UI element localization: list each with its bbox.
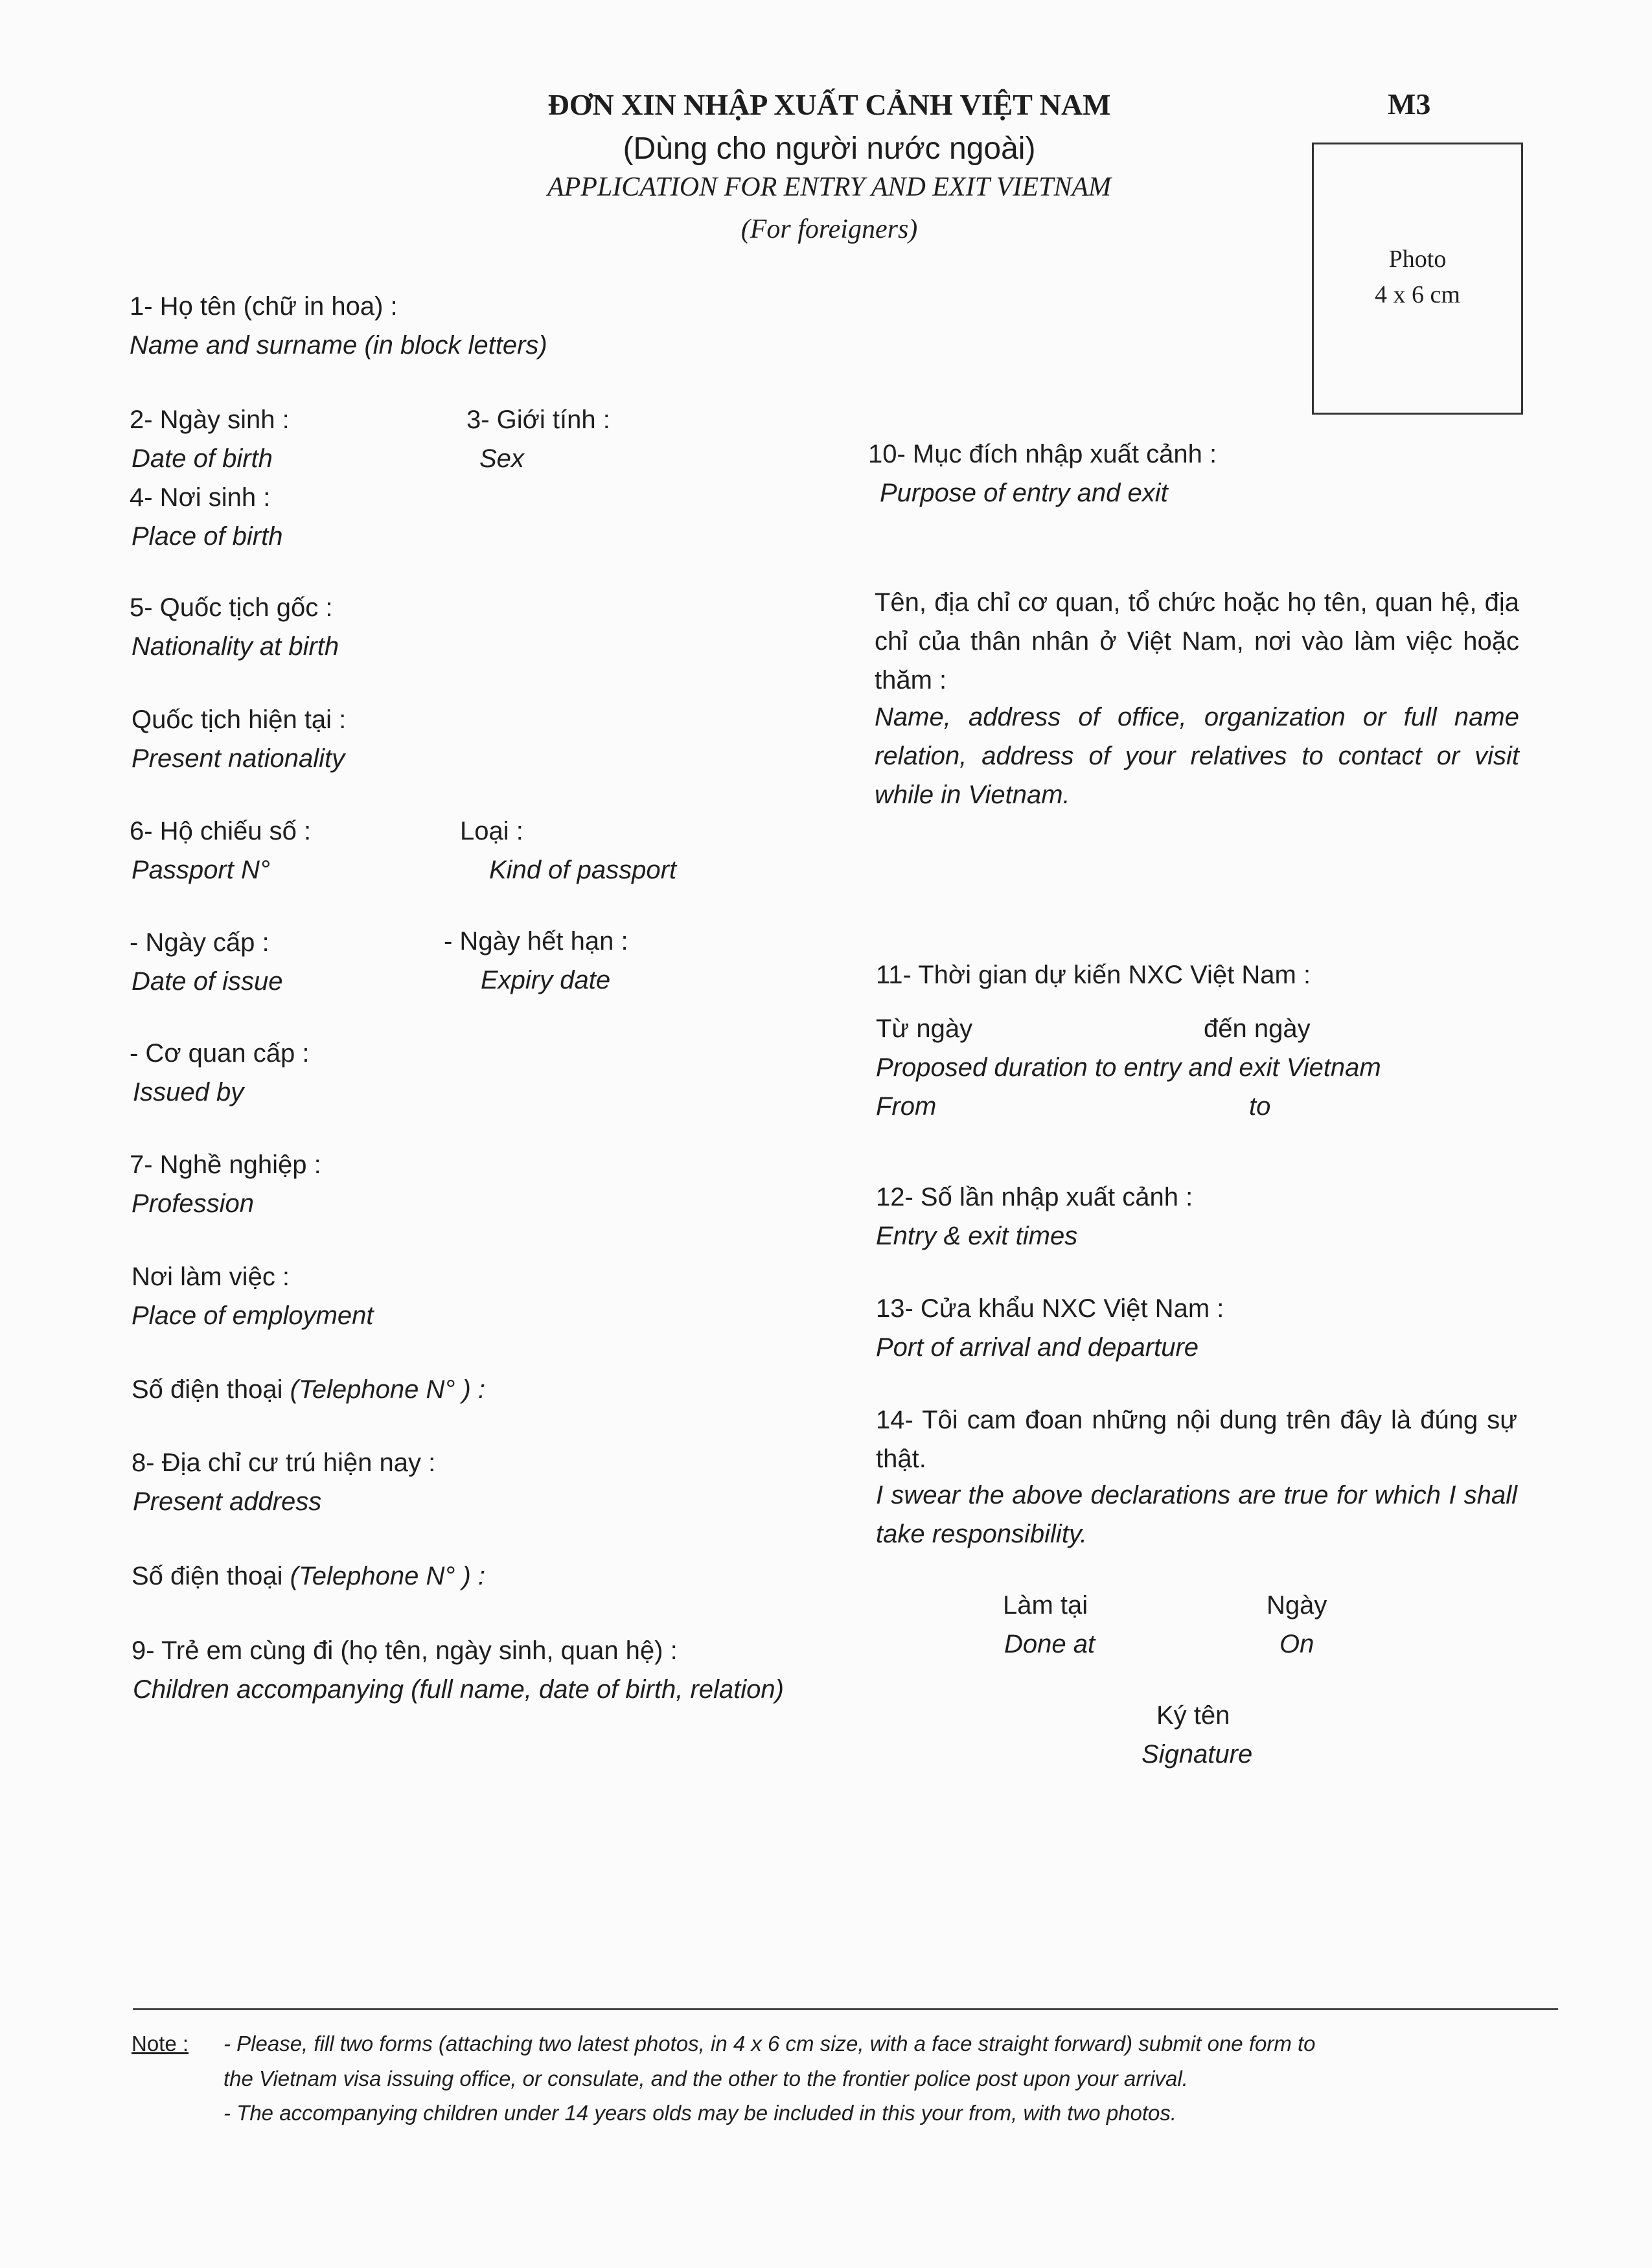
field-6-issuer-label-vn: - Cơ quan cấp : <box>130 1039 310 1068</box>
field-7-workplace-label-vn: Nơi làm việc : <box>132 1263 290 1291</box>
field-10-label-en: Purpose of entry and exit <box>880 479 1168 507</box>
field-9-label-vn: 9- Trẻ em cùng đi (họ tên, ngày sinh, quan hệ) : <box>132 1636 678 1665</box>
field-1-label-vn: 1- Họ tên (chữ in hoa) : <box>130 292 398 321</box>
telephone-2-label <box>132 1561 485 1591</box>
field-6-label-en: Passport N° <box>132 856 270 884</box>
form-code: M3 <box>1388 87 1431 120</box>
note-line-3: - The accompanying children under 14 years olds may be included in this your from, with two photos. <box>224 2101 1177 2125</box>
field-11-label-vn: 11- Thời gian dự kiến NXC Việt Nam : <box>876 961 1311 989</box>
form-subtitle-en-2: (For foreigners) <box>740 214 918 244</box>
field-13-label-vn: 13- Cửa khẩu NXC Việt Nam : <box>876 1294 1224 1323</box>
field-8-label-vn: 8- Địa chỉ cư trú hiện nay : <box>132 1449 436 1477</box>
field-6-issuer-label-en: Issued by <box>133 1078 244 1106</box>
field-1-label-en: Name and surname (in block letters) <box>130 331 547 360</box>
field-6-expiry-label-en: Expiry date <box>481 966 611 994</box>
field-5b-label-vn: Quốc tịch hiện tại : <box>132 705 347 734</box>
field-4-label-en: Place of birth <box>132 522 283 551</box>
field-14-declaration-vn: 14- Tôi cam đoan những nội dung trên đây là đúng sự thật. <box>876 1406 1517 1473</box>
photo-size: 4 x 6 cm <box>1375 281 1460 308</box>
note-line-2: the Vietnam visa issuing office, or consulate, and the other to the frontier police post upon your arrival. <box>224 2067 1188 2090</box>
contact-label-vn: Tên, địa chỉ cơ quan, tổ chức hoặc họ tên, quan hệ, địa chỉ của thân nhân ở Việt Nam, nơi vào làm việc hoặc thăm : <box>875 588 1519 694</box>
field-7-label-en: Profession <box>132 1189 254 1218</box>
field-11-to-label-vn: đến ngày <box>1204 1014 1311 1043</box>
field-12-label-en: Entry & exit times <box>876 1222 1078 1250</box>
date-label-vn: Ngày <box>1267 1591 1327 1620</box>
form-subtitle-en: APPLICATION FOR ENTRY AND EXIT VIETNAM <box>547 172 1111 202</box>
field-2-label-en: Date of birth <box>132 444 273 473</box>
field-7-workplace-label-en: Place of employment <box>132 1301 374 1330</box>
field-6-expiry-label-vn: - Ngày hết hạn : <box>444 927 628 956</box>
field-11-from-label-vn: Từ ngày <box>876 1014 973 1043</box>
field-9-label-en: Children accompanying (full name, date of birth, relation) <box>133 1675 784 1704</box>
field-7-label-vn: 7- Nghề nghiệp : <box>130 1151 321 1179</box>
note-label: Note : <box>132 2032 189 2056</box>
field-6-label-vn: 6- Hộ chiếu số : <box>130 817 312 845</box>
done-at-label-en: Done at <box>1004 1630 1096 1658</box>
field-5-label-en: Nationality at birth <box>132 632 339 661</box>
date-label-en: On <box>1279 1630 1314 1658</box>
field-5-label-vn: 5- Quốc tịch gốc : <box>130 593 333 622</box>
signature-label-en: Signature <box>1141 1740 1253 1769</box>
done-at-label-vn: Làm tại <box>1003 1591 1088 1620</box>
note-line-1: - Please, fill two forms (attaching two latest photos, in 4 x 6 cm size, with a face straight forward) submit one form to <box>224 2032 1316 2056</box>
field-6-issue-label-vn: - Ngày cấp : <box>130 928 270 957</box>
telephone-1-label-en: (Telephone N° ) : <box>290 1375 485 1404</box>
form-subtitle-vn: (Dùng cho người nước ngoài) <box>623 132 1036 166</box>
field-11-from-label-en: From <box>876 1092 937 1121</box>
signature-label-vn: Ký tên <box>1156 1701 1230 1730</box>
photo-label: Photo <box>1388 246 1447 273</box>
field-6-kind-label-vn: Loại : <box>460 817 523 845</box>
field-14-declaration-en: I swear the above declarations are true for which I shall take responsibility. <box>876 1481 1517 1548</box>
field-13-label-en: Port of arrival and departure <box>876 1333 1199 1362</box>
field-10-label-vn: 10- Mục đích nhập xuất cảnh : <box>868 440 1217 468</box>
field-11-label-en: Proposed duration to entry and exit Vietnam <box>876 1053 1381 1082</box>
form-title: ĐƠN XIN NHẬP XUẤT CẢNH VIỆT NAM <box>547 88 1111 121</box>
telephone-1-label <box>132 1375 485 1404</box>
field-12-label-vn: 12- Số lần nhập xuất cảnh : <box>876 1183 1193 1211</box>
field-8-label-en: Present address <box>133 1487 322 1516</box>
footer-divider <box>133 2008 1558 2010</box>
telephone-2-label-vn: Số điện thoại <box>132 1562 283 1590</box>
photo-box <box>1312 143 1523 415</box>
field-3-label-vn: 3- Giới tính : <box>466 406 610 434</box>
field-5b-label-en: Present nationality <box>132 744 345 773</box>
telephone-2-label-en: (Telephone N° ) : <box>290 1562 485 1590</box>
field-3-label-en: Sex <box>479 444 524 473</box>
contact-label-en: Name, address of office, organization or full name relation, address of your relatives to contact or visit while in Vietnam. <box>875 703 1519 809</box>
field-6-kind-label-en: Kind of passport <box>489 856 677 884</box>
field-2-label-vn: 2- Ngày sinh : <box>130 406 290 434</box>
field-6-issue-label-en: Date of issue <box>132 967 283 996</box>
field-11-to-label-en: to <box>1249 1092 1271 1121</box>
field-4-label-vn: 4- Nơi sinh : <box>130 483 271 512</box>
telephone-1-label-vn: Số điện thoại <box>132 1375 283 1404</box>
